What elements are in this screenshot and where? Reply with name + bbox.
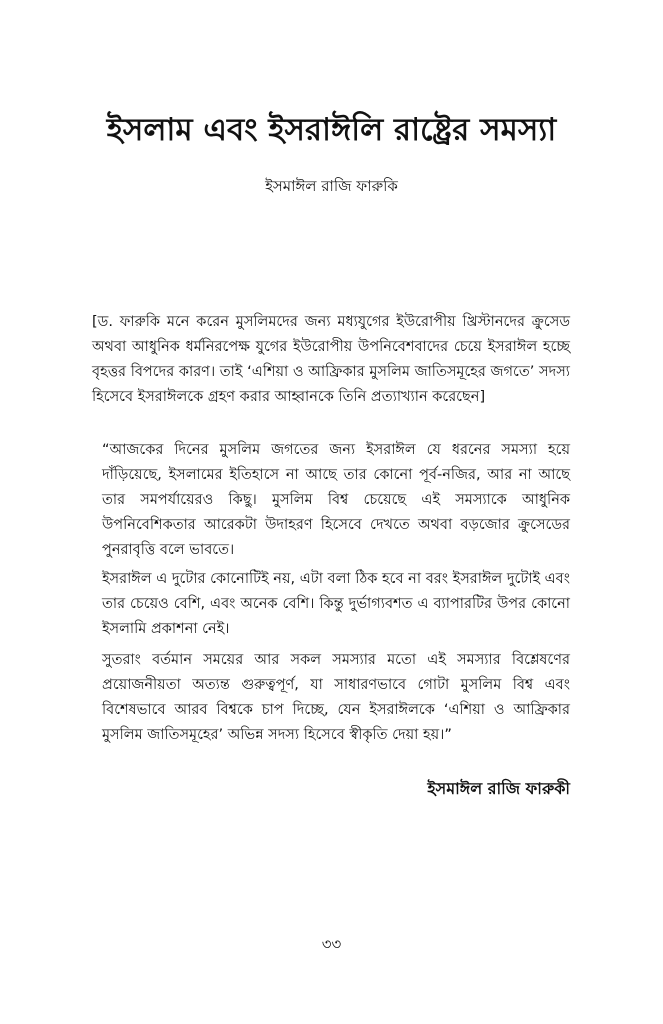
quote-paragraph-2: ইসরাঈল এ দুটোর কোনোটিই নয়, এটা বলা ঠিক হবে না বরং ইসরাঈল দুটোই এবং তার চেয়েও বেশি, এবং অনেক বেশি। কিন্তু দুর্ভাগ্যবশত এ ব্যাপারটির উপর কোনো ইসলামি প্রকাশনা নেই। [102,571,570,637]
author-name: ইসমাঈল রাজি ফারুকি [265,177,398,195]
quote-paragraph-3: সুতরাং বর্তমান সময়ের আর সকল সমস্যার মতো এই সমস্যার বিশ্লেষণের প্রয়োজনীয়তা অত্যন্ত গুরুত্বপূর্ণ, যা সাধারণভাবে গোটা মুসলিম বিশ্ব এবং বিশেষভাবে আরব বিশ্বকে চাপ দিচ্ছে, যেন ইসরাঈলকে ‘এশিয়া ও আফ্রিকার মুসলিম জাতিসমূহের’ অভিন্ন সদস্য হিসেবে স্বীকৃতি দেয়া হয়।” [102,652,570,743]
page-number: ৩৩ [321,935,342,953]
page-title: ইসলাম এবং ইসরাঈলি রাষ্ট্রের সমস্যা [106,112,557,148]
intro-paragraph: [ড. ফারুকি মনে করেন মুসলিমদের জন্য মধ্যযুগের ইউরোপীয় খ্রিস্টানদের ক্রুসেড অথবা আধুনিক ধর্মনিরপেক্ষ যুগের ইউরোপীয় উপনিবেশবাদের চেয়ে ইসরাঈল হচ্ছে বৃহত্তর বিপদের কারণ। তাই ‘এশিয়া ও আফ্রিকার মুসলিম জাতিসমূহের জগতে’ সদস্য হিসেবে ইসরাঈলকে গ্রহণ করার আহ্বানকে তিনি প্রত্যাখ্যান করেছেন] [92,314,570,405]
quote-paragraph-1: “আজকের দিনের মুসলিম জগতের জন্য ইসরাঈল যে ধরনের সমস্যা হয়ে দাঁড়িয়েছে, ইসলামের ইতিহাসে না আছে তার কোনো পূর্ব-নজির, আর না আছে তার সমপর্যায়েরও কিছু। মুসলিম বিশ্ব চেয়েছে এই সমস্যাকে আধুনিক উপনিবেশিকতার আরেকটা উদাহরণ হিসেবে দেখতে অথবা বড়জোর ক্রুসেডের পুনরাবৃত্তি বলে ভাবতে। [102,442,570,558]
signature: ইসমাঈল রাজি ফারুকী [427,779,570,798]
